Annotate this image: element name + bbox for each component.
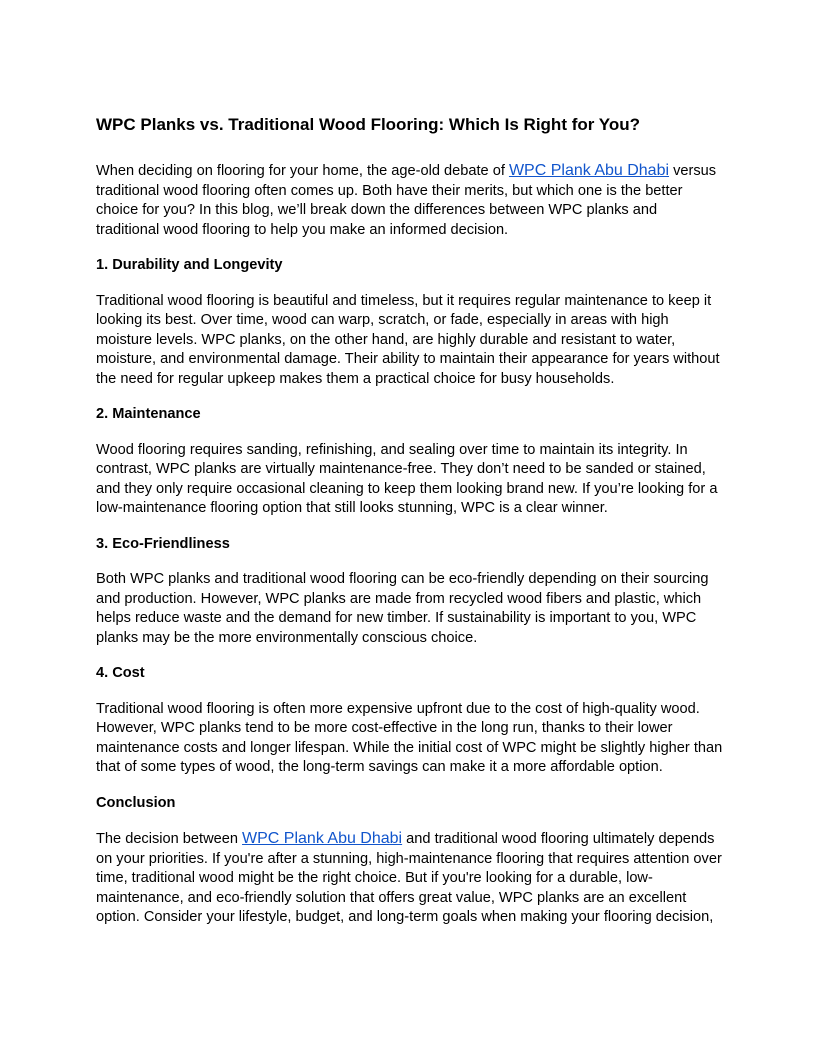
wpc-plank-link-intro[interactable]: WPC Plank Abu Dhabi: [508, 162, 670, 179]
intro-paragraph: [96, 161, 724, 240]
wpc-plank-link-conclusion[interactable]: WPC Plank Abu Dhabi: [242, 830, 403, 847]
conclusion-paragraph: [96, 829, 724, 928]
conclusion-text-after: and traditional wood flooring ultimately depends on your priorities. If you're after a stunning, high-maintenance flooring that requires attention over time, traditional wood might be the right choice. But if you're looking for a durable, low-maintenance, and eco-friendly solution that offers great value, WPC planks are an excellent option. Consider your lifestyle, budget, and long-term goals when making your flooring decision,: [96, 831, 722, 925]
section-body-eco: Both WPC planks and traditional wood flooring can be eco-friendly depending on their sourcing and production. However, WPC planks are made from recycled wood fibers and plastic, which helps reduce waste and the demand for new timber. If sustainability is important to you, WPC planks may be the more environmentally conscious choice.: [96, 571, 709, 646]
document-page: [96, 114, 724, 944]
section-heading-durability: 1. Durability and Longevity: [96, 257, 283, 273]
section-heading-cost: 4. Cost: [96, 665, 145, 681]
section-body-maintenance: Wood flooring requires sanding, refinishing, and sealing over time to maintain its integrity. In contrast, WPC planks are virtually maintenance-free. They don’t need to be sanded or stained, and they only require occasional cleaning to keep them looking brand new. If you’re looking for a low-maintenance flooring option that still looks stunning, WPC is a clear winner.: [96, 441, 718, 516]
intro-text-after: versus traditional wood flooring often comes up. Both have their merits, but which one is the better choice for you? In this blog, we’ll break down the differences between WPC planks and traditional wood flooring to help you make an informed decision.: [96, 163, 717, 238]
section-body-durability: Traditional wood flooring is beautiful and timeless, but it requires regular maintenance to keep it looking its best. Over time, wood can warp, scratch, or fade, especially in areas with high moisture levels. WPC planks, on the other hand, are highly durable and resistant to water, moisture, and environmental damage. Their ability to maintain their appearance for years without the need for regular upkeep makes them a practical choice for busy households.: [96, 292, 720, 387]
section-body-cost: Traditional wood flooring is often more expensive upfront due to the cost of high-quality wood. However, WPC planks tend to be more cost-effective in the long run, thanks to their lower maintenance costs and longer lifespan. While the initial cost of WPC might be slightly higher than that of some types of wood, the long-term savings can make it a more affordable option.: [96, 700, 723, 775]
section-heading-conclusion: Conclusion: [96, 794, 176, 811]
section-heading-eco: 3. Eco-Friendliness: [96, 535, 230, 552]
intro-text-before: When deciding on flooring for your home, the age-old debate of: [96, 163, 509, 179]
conclusion-text-before: The decision between: [96, 831, 243, 847]
page-title: WPC Planks vs. Traditional Wood Flooring: Which Is Right for You?: [96, 115, 641, 134]
section-heading-maintenance: 2. Maintenance: [96, 406, 201, 422]
